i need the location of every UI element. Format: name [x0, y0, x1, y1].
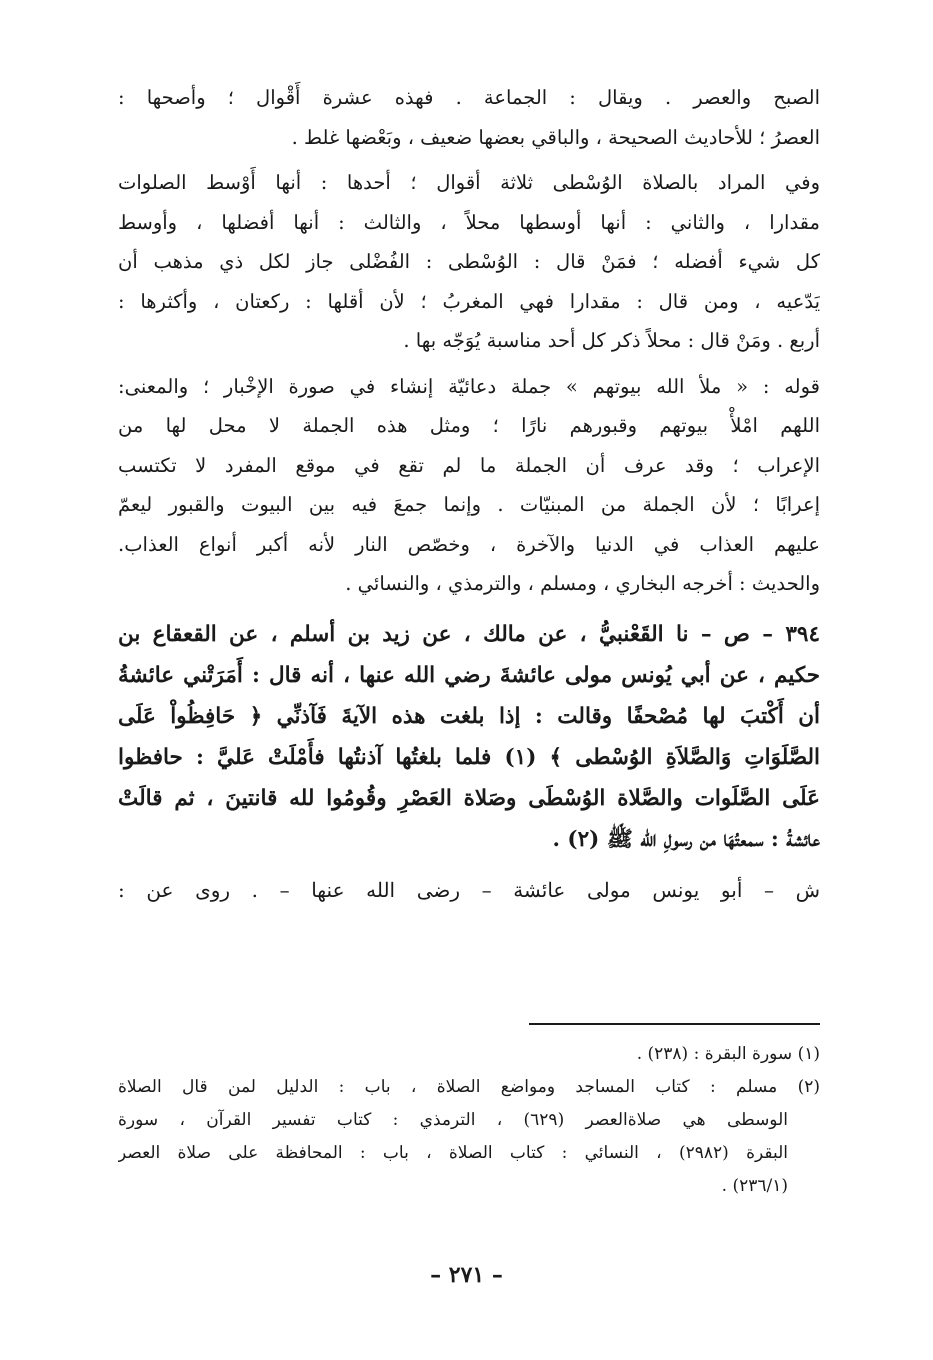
paragraph-opinions-summary	[118, 78, 820, 157]
footnote-2	[118, 1071, 820, 1203]
page-number: – ٢٧١ –	[430, 1262, 503, 1288]
text-line: الصَّلَوَاتِ وَالصَّلاَةِ الوُسْطى ﴾ (١) فلما بلغتُها آذنتُها فأَمْلَتْ عَليَّ : حافظوا	[118, 744, 820, 770]
text-line: إعرابًا ؛ لأن الجملة من المبنيّات . وإنما جمعَ فيه بين البيوت والقبور ليعمّ	[118, 493, 820, 516]
text-line: يَدّعيه ، ومن قال : مقدارا فهي المغربُ ؛ لأن أقلها : ركعتان ، وأكثرها :	[118, 289, 820, 313]
text-line: الإعراب ؛ وقد عرف أن الجملة ما لم تقع في موقع المفرد لا تكتسب	[118, 453, 820, 477]
footnote-1	[118, 1038, 820, 1071]
paragraph-middle-prayer	[118, 163, 820, 361]
footnotes	[118, 1038, 820, 1203]
text-line: مقدارا ، والثاني : أنها أوسطها محلاً ، والثالث : أنها أفضلها ، وأوسط	[118, 210, 820, 234]
text-line: البقرة (٢٩٨٢) ، النسائي : كتاب الصلاة ، باب : المحافظة على صلاة العصر	[118, 1143, 788, 1163]
text-line: كل شيء أفضله ؛ فمَنْ قال : الوُسْطى : الفُضْلى جاز لكل ذي مذهب أن	[118, 250, 820, 273]
text-line: حكيم ، عن أبي يُونس مولى عائشةَ رضي الله عنها ، أنه قال : أَمَرَتْني عائشةُ	[118, 662, 820, 688]
text-line: ش – أبو يونس مولى عائشة – رضى الله عنها – . روى عن :	[118, 877, 820, 902]
text-line: العصرُ ؛ للأحاديث الصحيحة ، والباقي بعضها ضعيف ، وبَعْضها غلط .	[291, 125, 820, 149]
text-line: عائشةُ : سمعتُهَا من رسولِ الله ﷺ (٢) .	[552, 826, 820, 852]
text-line: (٢) مسلم : كتاب المساجد ومواضع الصلاة ، باب : الدليل لمن قال الصلاة	[118, 1077, 820, 1097]
paragraph-commentary	[118, 367, 820, 604]
text-line: (١) سورة البقرة : (٢٣٨) .	[636, 1044, 820, 1064]
footnote-divider	[529, 1023, 820, 1025]
text-line: اللهم امْلأْ بيوتهم وقبورهم نارًا ؛ ومثل هذه الجملة لا محل لها من	[118, 414, 820, 437]
text-line: وفي المراد بالصلاة الوُسْطى ثلاثة أقوال ؛ أحدها : أنها أَوْسط الصلوات	[118, 171, 820, 194]
text-line: الصبح والعصر . ويقال : الجماعة . فهذه عشرة أَقْوال ؛ وأصحها :	[118, 86, 820, 109]
text-line: قوله : « ملأ الله بيوتهم » جملة دعائيّة إنشاء في صورة الإخْبار ؛ والمعنى:	[118, 374, 820, 398]
page-body	[118, 78, 820, 910]
text-line: الوسطى هي صلاةالعصر (٦٢٩) ، الترمذي : كتاب تفسير القرآن ، سورة	[118, 1110, 788, 1130]
text-line: ٣٩٤ – ص – نا القَعْنبيُّ ، عن مالك ، عن زيد بن أسلم ، عن القعقاع بن	[118, 621, 820, 647]
text-line: والحديث : أخرجه البخاري ، ومسلم ، والترمذي ، والنسائي .	[345, 572, 820, 595]
hadith-394	[118, 614, 820, 860]
text-line: عليهم العذاب في الدنيا والآخرة ، وخصّص النار لأنه أكبر أنواع العذاب.	[118, 532, 820, 556]
text-line: عَلَى الصَّلَوات والصَّلاة الوُسْطَى وصَلاة العَصْرِ وقُومُوا لله قانتينَ ، ثم قالَتْ	[118, 785, 820, 811]
text-line: أن أَكْتبَ لها مُصْحفًا وقالت : إذا بلغت هذه الآيةَ فَآذنِّي ﴿ حَافِظُواْ عَلَى	[118, 703, 820, 729]
text-line: أربع . ومَنْ قال : محلاً ذكر كل أحد مناسبة يُوَجّه بها .	[403, 329, 820, 352]
text-line: (٢٣٦/١) .	[721, 1176, 788, 1196]
sharh-paragraph	[118, 870, 820, 910]
